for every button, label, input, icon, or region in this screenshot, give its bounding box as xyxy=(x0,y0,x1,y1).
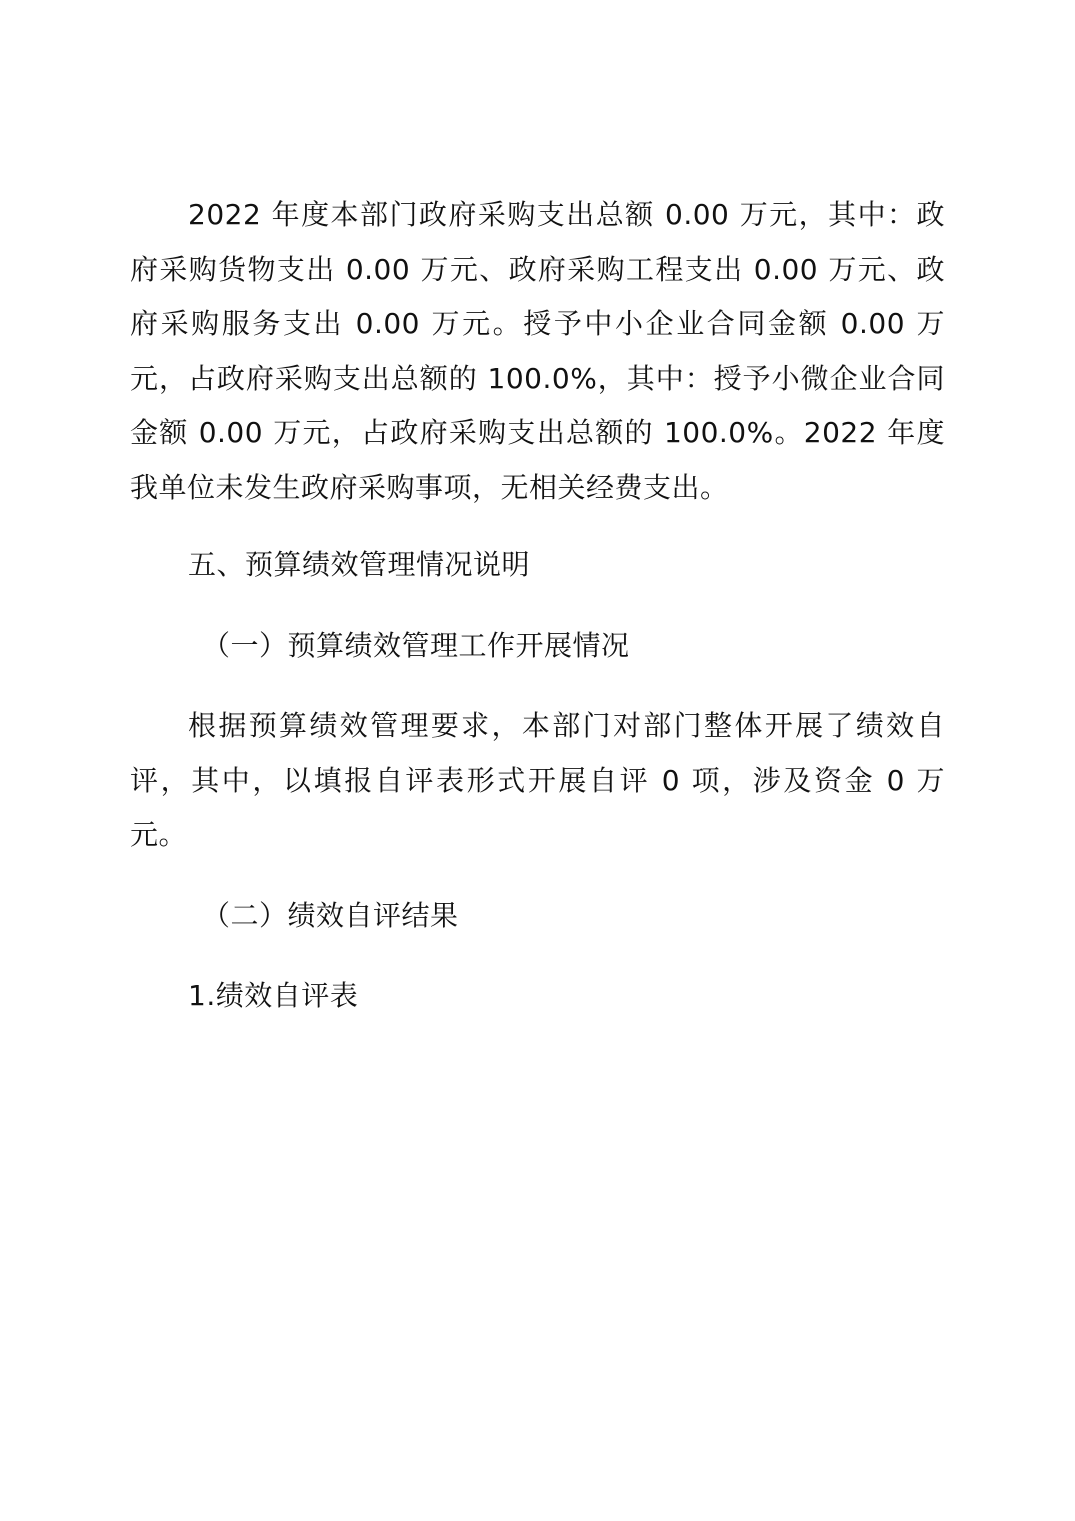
subsection-one-heading: （一）预算绩效管理工作开展情况 xyxy=(202,628,630,662)
section-five-heading: 五、预算绩效管理情况说明 xyxy=(188,548,531,581)
item-one-heading: 1.绩效自评表 xyxy=(188,979,359,1012)
subsection-two-heading: （二）绩效自评结果 xyxy=(202,898,459,932)
procurement-paragraph: 2022 年度本部门政府采购支出总额 0.00 万元，其中：政府采购货物支出 0.00 万元、政府采购工程支出 0.00 万元、政府采购服务支出 0.00 万元。授予中小企业合同金额 0.00 万元，占政府采购支出总额的 100.0%，其中：授予小微企业合同金额 0.00 万元，占政府采购支出总额的 100.0%。2022 年度我单位未发生政府采购事项，无相关经费支出。 xyxy=(130,198,945,504)
document-body xyxy=(130,188,945,1024)
performance-paragraph: 根据预算绩效管理要求，本部门对部门整体开展了绩效自评，其中，以填报自评表形式开展自评 0 项，涉及资金 0 万元。 xyxy=(130,709,945,851)
